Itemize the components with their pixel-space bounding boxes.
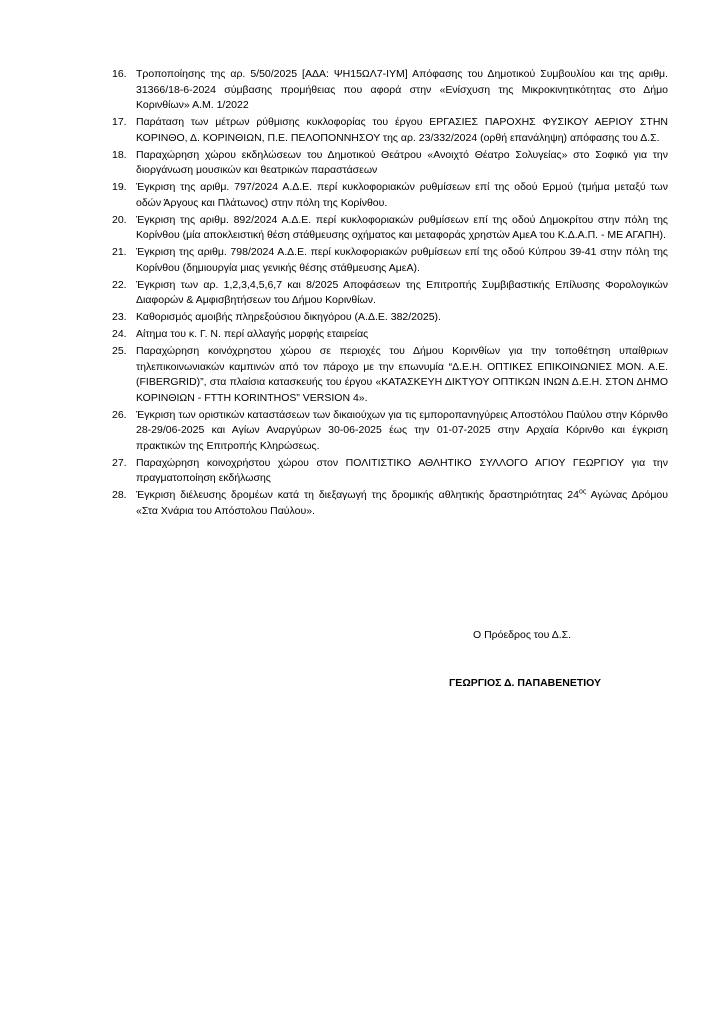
agenda-item-18 [112,148,668,179]
item-number: 22. [112,278,127,291]
agenda-item-23 [112,310,668,326]
agenda-item-21 [112,245,668,276]
agenda-item-27 [112,456,668,487]
item-number: 25. [112,345,127,357]
item-text: Παραχώρηση κοινοχρήστου χώρου στον ΠΟΛΙΤΙΣΤΙΚΟ ΑΘΛΗΤΙΚΟ ΣΥΛΛΟΓΟ ΑΓΙΟΥ ΓΕΩΡΓΙΟΥ για την πραγματοποίηση εκδήλωσης [136,456,668,484]
item-number: 28. [112,489,127,501]
item-number: 23. [112,311,127,323]
signature-title: Ο Πρόεδρος του Δ.Σ. [473,629,572,641]
item-text-main: Έγκριση διέλευσης δρομέων κατά τη διεξαγωγή της δρομικής αθλητικής δραστηριότητας 24 [136,489,579,501]
agenda-item-19 [112,180,668,211]
item-text [136,488,668,519]
item-text: Τροποποίησης της αρ. 5/50/2025 [ΑΔΑ: ΨΗ15ΩΛ7-ΙΥΜ] Απόφασης του Δημοτικού Συμβουλίου και της αριθμ. 31366/18-6-2024 σύμβασης προμήθειας που αφορά στην «Ενίσχυση της Μικροκινητικότητας στο Δήμο Κορινθίων» Α.Μ. 1/2022 [136,68,668,111]
agenda-item-17 [112,115,668,146]
agenda-item-25 [112,344,668,406]
item-text: Έγκριση της αριθμ. 798/2024 Α.Δ.Ε. περί κυκλοφοριακών ρυθμίσεων επί της οδού Κύπρου 39-41 στην πόλη της Κορίνθου (δημιουργία μιας γενικής θέσης στάθμευσης ΑμεΑ). [136,246,668,274]
agenda-item-26 [112,408,668,455]
signature-name: ΓΕΩΡΓΙΟΣ Δ. ΠΑΠΑΒΕΝΕΤΙΟΥ [449,677,602,689]
item-number: 27. [112,456,127,469]
item-text: Καθορισμός αμοιβής πληρεξούσιου δικηγόρου (Α.Δ.Ε. 382/2025). [136,311,441,323]
agenda-item-24 [112,327,668,343]
item-text: Έγκριση της αριθμ. 797/2024 Α.Δ.Ε. περί κυκλοφοριακών ρυθμίσεων επί της οδού Ερμού (τμήμα μεταξύ των οδών Άργους και Πλάτωνος) στην πόλη της Κορίνθου. [136,181,668,209]
agenda-item-20 [112,213,668,244]
item-number: 20. [112,213,127,226]
ordinal-superscript: ος [578,488,587,496]
item-text: Παραχώρηση κοινόχρηστου χώρου σε περιοχές του Δήμου Κορινθίων για την τοποθέτηση υπαίθριων τηλεπικοινωνιακών καμπινών από τον πάροχο με την επωνυμία “Δ.Ε.Η. ΟΠΤΙΚΕΣ ΕΠΙΚΟΙΝΩΝΙΕΣ ΜΟΝ. Α.Ε. (FIBERGRID)”, στα πλαίσια κατασκευής του έργου «ΚΑΤΑΣΚΕΥΗ ΔΙΚΤΥΟΥ ΟΠΤΙΚΩΝ ΙΝΩΝ Δ.Ε.Η. ΣΤΟΝ ΔΗΜΟ ΚΟΡΙΝΘΙΩΝ - FTTH KORINTHOS” VERSION 4». [136,345,668,404]
item-number: 24. [112,328,127,340]
item-text: Έγκριση της αριθμ. 892/2024 Α.Δ.Ε. περί κυκλοφοριακών ρυθμίσεων επί της οδού Δημοκρίτου στην πόλη της Κορίνθου (μία αποκλειστική θέση στάθμευσης οχήματος και μεταφοράς χρηστών ΑμεΑ του Κ.Δ.Α.Π. - ΜΕ ΑΓΑΠΗ). [136,213,668,241]
item-text: Έγκριση των αρ. 1,2,3,4,5,6,7 και 8/2025 Αποφάσεων της Επιτροπής Συμβιβαστικής Επίλυσης Φορολογικών Διαφορών & Αμφισβητήσεων του Δήμου Κορινθίων. [136,278,668,306]
item-number: 17. [112,116,127,128]
item-number: 16. [112,68,127,80]
item-text: Παράταση των μέτρων ρύθμισης κυκλοφορίας του έργου ΕΡΓΑΣΙΕΣ ΠΑΡΟΧΗΣ ΦΥΣΙΚΟΥ ΑΕΡΙΟΥ ΣΤΗΝ ΚΟΡΙΝΘΟ, Δ. ΚΟΡΙΝΘΙΩΝ, Π.Ε. ΠΕΛΟΠΟΝΝΗΣΟΥ της αρ. 23/332/2024 (ορθή επανάληψη) απόφασης του Δ.Σ. [136,116,668,144]
item-text-rest: Αγώνας Δρόμου «Στα Χνάρια του Απόστολου Παύλου». [136,489,668,517]
agenda-item-16 [112,67,668,114]
agenda-list [112,67,668,521]
item-number: 18. [112,148,127,161]
item-number: 19. [112,181,127,193]
item-text: Παραχώρηση χώρου εκδηλώσεων του Δημοτικού Θεάτρου «Ανοιχτό Θέατρο Σολυγείας» στο Σοφικό για την διοργάνωση μουσικών και θεατρικών παραστάσεων [136,148,668,176]
agenda-item-22 [112,278,668,309]
item-number: 21. [112,246,127,258]
item-number: 26. [112,408,127,421]
item-text: Αίτημα του κ. Γ. Ν. περί αλλαγής μορφής εταιρείας [136,328,369,340]
item-text: Έγκριση των οριστικών καταστάσεων των δικαιούχων για τις εμποροπανηγύρεις Αποστόλου Παύλου στην Κόρινθο 28-29/06-2025 και Αγίων Αναργύρων 30-06-2025 έως την 01-07-2025 στην Αρχαία Κόρινθο και έγκριση πρακτικών της Επιτροπής Κληρώσεως. [136,408,668,452]
agenda-item-28 [112,488,668,519]
